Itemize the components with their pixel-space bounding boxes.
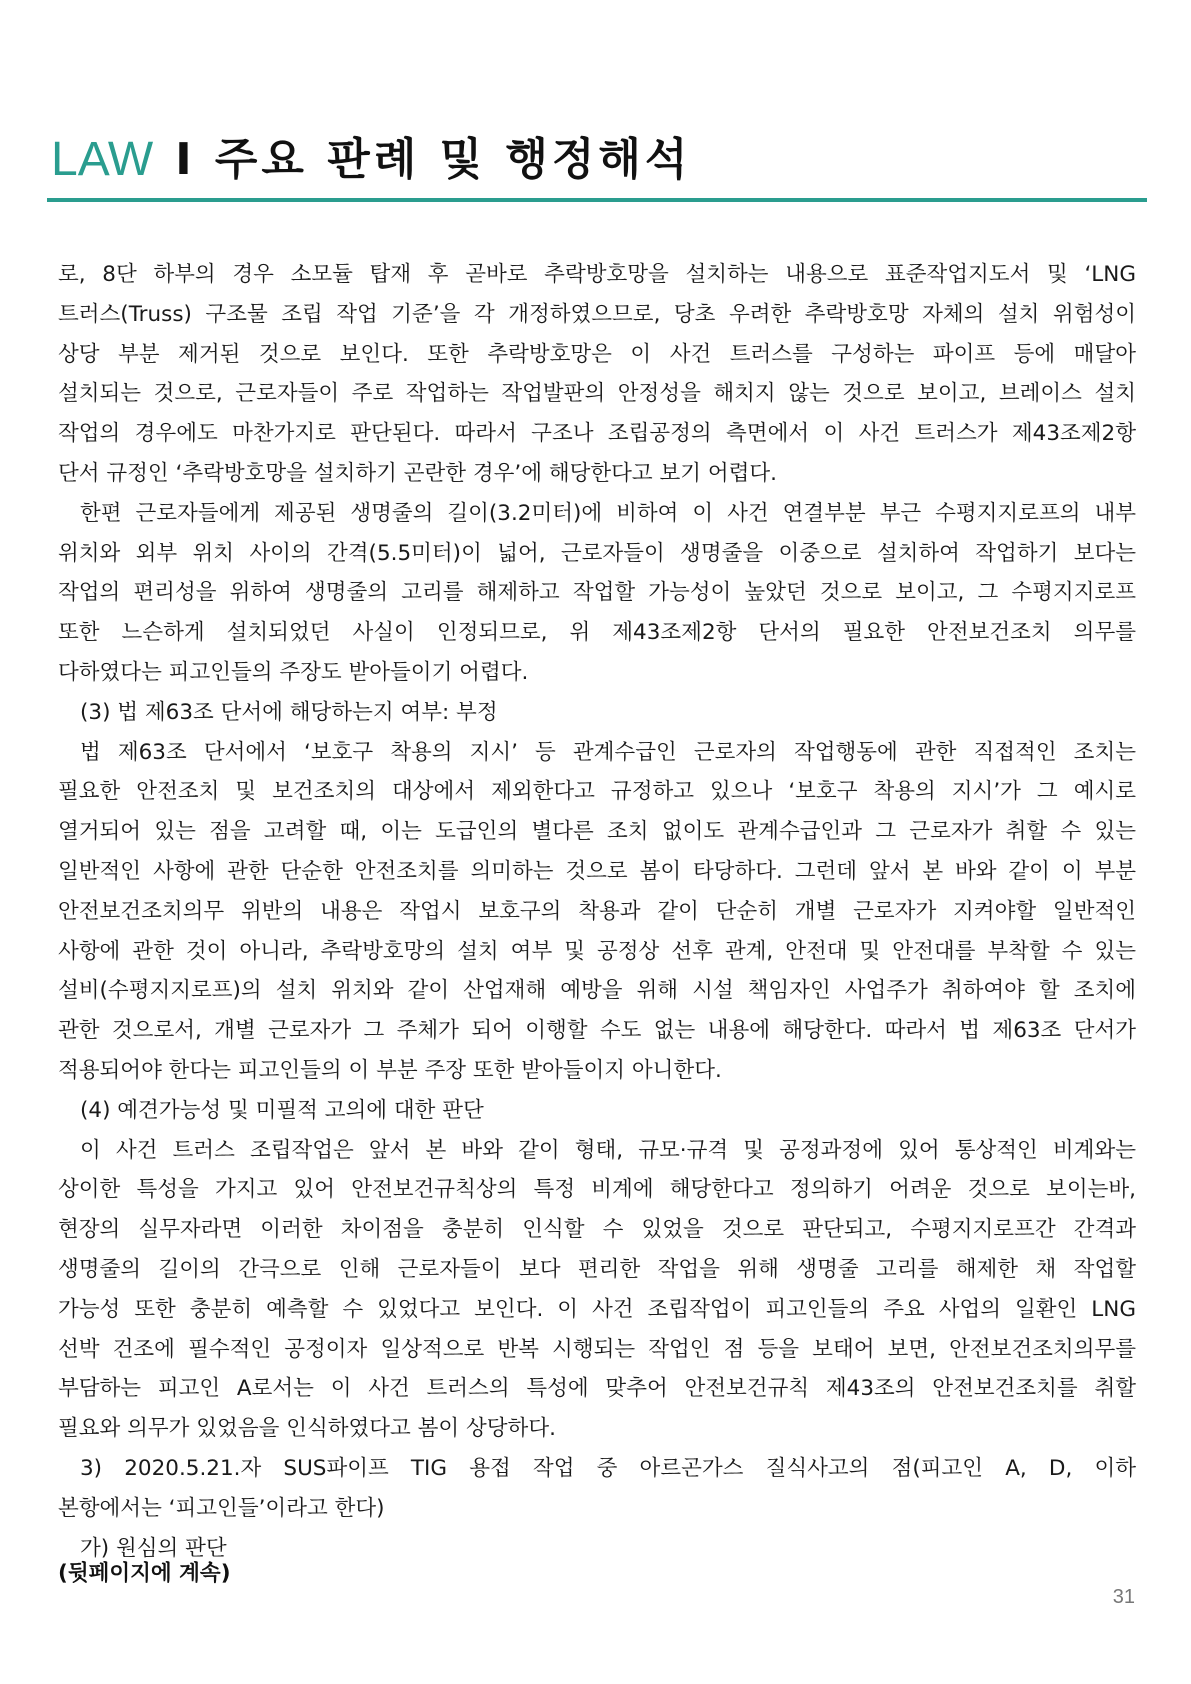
body-line: 필요한 안전조치 및 보건조치의 대상에서 제외한다고 규정하고 있으나 ‘보호구 착용의 지시’가 그 예시로 xyxy=(58,779,1136,805)
body-line: 안전보건조치의무 위반의 내용은 작업시 보호구의 착용과 같이 단순히 개별 근로자가 지켜야할 일반적인 xyxy=(58,898,1136,924)
body-line: 본항에서는 ‘피고인들’이라고 한다) xyxy=(58,1495,385,1521)
body-line: 상당 부분 제거된 것으로 보인다. 또한 추락방호망은 이 사건 트러스를 구성하는 파이프 등에 매달아 xyxy=(58,341,1136,367)
document-body xyxy=(58,255,1136,1568)
body-line: 이 사건 트러스 조립작업은 앞서 본 바와 같이 형태, 규모·규격 및 공정과정에 있어 통상적인 비계와는 xyxy=(80,1137,1136,1163)
body-line: 사항에 관한 것이 아니라, 추락방호망의 설치 여부 및 공정상 선후 관계, 안전대 및 안전대를 부착할 수 있는 xyxy=(58,938,1136,964)
header-divider xyxy=(47,198,1147,202)
body-line: 한편 근로자들에게 제공된 생명줄의 길이(3.2미터)에 비하여 이 사건 연결부분 부근 수평지지로프의 내부 xyxy=(80,500,1136,526)
section-heading: (3) 법 제63조 단서에 해당하는지 여부: 부정 xyxy=(80,699,498,725)
body-line: 적용되어야 한다는 피고인들의 이 부분 주장 또한 받아들이지 아니한다. xyxy=(58,1057,722,1083)
section-label: LAW xyxy=(51,133,154,186)
body-line: 다하였다는 피고인들의 주장도 받아들이기 어렵다. xyxy=(58,659,529,685)
body-line: 위치와 외부 위치 사이의 간격(5.5미터)이 넓어, 근로자들이 생명줄을 이중으로 설치하여 작업하기 보다는 xyxy=(58,540,1136,566)
body-line: 트러스(Truss) 구조물 조립 작업 기준’을 각 개정하였으므로, 당초 우려한 추락방호망 자체의 설치 위험성이 xyxy=(58,301,1136,327)
body-line: 작업의 경우에도 마찬가지로 판단된다. 따라서 구조나 조립공정의 측면에서 이 사건 트러스가 제43조제2항 xyxy=(58,421,1136,447)
body-line: 가능성 또한 충분히 예측할 수 있었다고 보인다. 이 사건 조립작업이 피고인들의 주요 사업의 일환인 LNG xyxy=(58,1296,1136,1322)
body-line: 선박 건조에 필수적인 공정이자 일상적으로 반복 시행되는 작업인 점 등을 보태어 보면, 안전보건조치의무를 xyxy=(58,1336,1136,1362)
body-line: 부담하는 피고인 A로서는 이 사건 트러스의 특성에 맞추어 안전보건규칙 제43조의 안전보건조치를 취할 xyxy=(58,1376,1136,1402)
page-number: 31 xyxy=(1112,1586,1135,1608)
body-line: 법 제63조 단서에서 ‘보호구 착용의 지시’ 등 관계수급인 근로자의 작업행동에 관한 직접적인 조치는 xyxy=(80,739,1136,765)
body-line: 상이한 특성을 가지고 있어 안전보건규칙상의 특정 비계에 해당한다고 정의하기 어려운 것으로 보이는바, xyxy=(58,1177,1136,1203)
continued-note: (뒷페이지에 계속) xyxy=(58,1561,231,1586)
body-line: 설비(수평지지로프)의 설치 위치와 같이 산업재해 예방을 위해 시설 책임자인 사업주가 취하여야 할 조치에 xyxy=(58,978,1136,1004)
body-line: 또한 느슨하게 설치되었던 사실이 인정되므로, 위 제43조제2항 단서의 필요한 안전보건조치 의무를 xyxy=(58,620,1136,646)
page-header xyxy=(47,128,1147,208)
section-heading: 3) 2020.5.21.자 SUS파이프 TIG 용접 작업 중 아르곤가스 질식사고의 점(피고인 A, D, 이하 xyxy=(80,1455,1136,1481)
body-line: 필요와 의무가 있었음을 인식하였다고 봄이 상당하다. xyxy=(58,1416,556,1442)
body-line: 설치되는 것으로, 근로자들이 주로 작업하는 작업발판의 안정성을 해치지 않는 것으로 보이고, 브레이스 설치 xyxy=(58,381,1136,407)
header-title xyxy=(51,133,692,186)
section-heading: (4) 예견가능성 및 미필적 고의에 대한 판단 xyxy=(80,1097,484,1123)
body-line: 열거되어 있는 점을 고려할 때, 이는 도급인의 별다른 조치 없이도 관계수급인과 그 근로자가 취할 수 있는 xyxy=(58,819,1136,845)
body-line: 생명줄의 길이의 간극으로 인해 근로자들이 보다 편리한 작업을 위해 생명줄 고리를 해제한 채 작업할 xyxy=(58,1256,1136,1282)
body-line: 단서 규정인 ‘추락방호망을 설치하기 곤란한 경우’에 해당한다고 보기 어렵다. xyxy=(58,460,778,486)
body-line: 로, 8단 하부의 경우 소모듈 탑재 후 곧바로 추락방호망을 설치하는 내용으로 표준작업지도서 및 ‘LNG xyxy=(58,262,1136,287)
body-line: 일반적인 사항에 관한 단순한 안전조치를 의미하는 것으로 봄이 타당하다. 그런데 앞서 본 바와 같이 이 부분 xyxy=(58,858,1136,884)
body-line: 현장의 실무자라면 이러한 차이점을 충분히 인식할 수 있었을 것으로 판단되고, 수평지지로프간 간격과 xyxy=(58,1217,1136,1243)
body-line: 관한 것으로서, 개별 근로자가 그 주체가 되어 이행할 수도 없는 내용에 해당한다. 따라서 법 제63조 단서가 xyxy=(58,1018,1136,1044)
page-title: I 주요 판례 및 행정해석 xyxy=(175,134,692,185)
body-line: 작업의 편리성을 위하여 생명줄의 고리를 해제하고 작업할 가능성이 높았던 것으로 보이고, 그 수평지지로프 xyxy=(58,580,1136,606)
section-heading: 가) 원심의 판단 xyxy=(80,1535,227,1561)
